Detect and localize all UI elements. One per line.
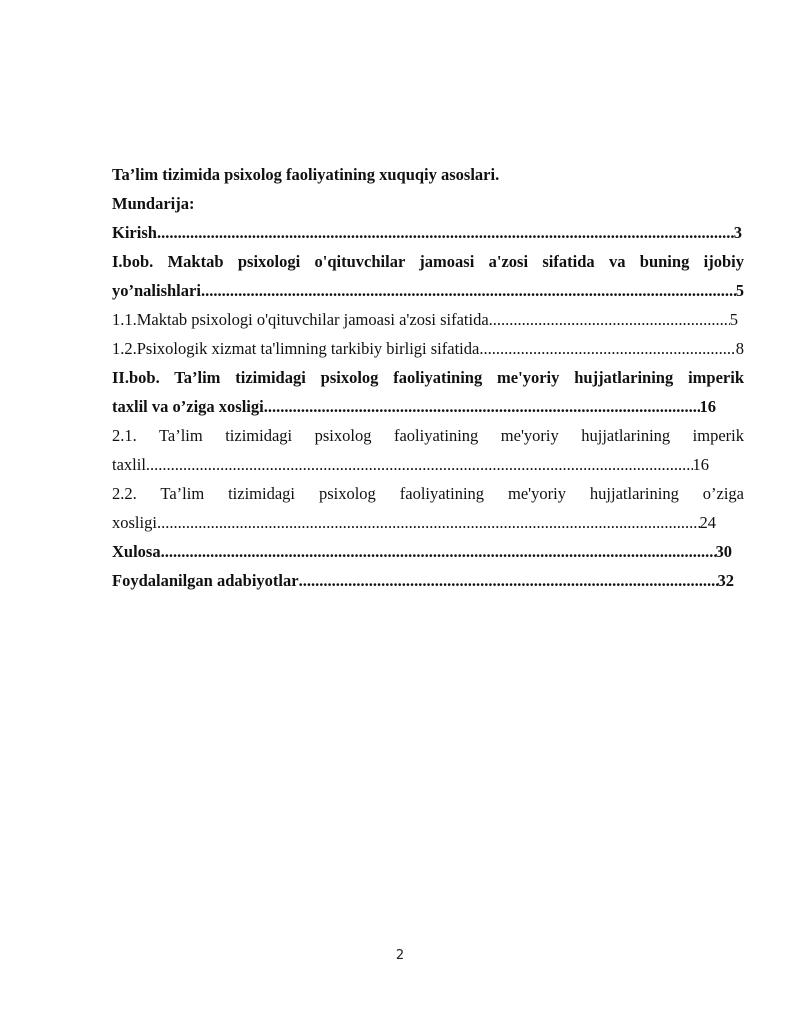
toc-entry-section-2-2-line1: 2.2. Ta’lim tizimidagi psixolog faoliyatining me'yoriy hujjatlarining o’ziga	[112, 484, 744, 503]
contents-heading: Mundarija:	[112, 194, 195, 213]
toc-leader-dots	[157, 218, 734, 247]
toc-leader-dots	[201, 276, 736, 305]
toc-leader-dots	[146, 450, 693, 479]
page-number: 2	[395, 948, 405, 963]
document-title: Ta’lim tizimida psixolog faoliyatining xuquqiy asoslari.	[112, 165, 500, 184]
toc-entry-text: Kirish	[112, 223, 157, 242]
toc-entry-text: taxlil	[112, 455, 146, 474]
toc-leader-dots	[264, 392, 700, 421]
toc-entry-section-1-1	[112, 305, 738, 334]
toc-entry-section-1-2	[112, 334, 744, 363]
toc-page-number: 8	[735, 339, 744, 358]
toc-page-number: 16	[699, 397, 716, 416]
toc-entry-section-2-1-line2	[112, 450, 709, 479]
toc-entry-text: taxlil va o’ziga xosligi	[112, 397, 264, 416]
toc-page-number: 3	[733, 223, 742, 242]
toc-entry-chapter-2-line1: II.bob. Ta’lim tizimidagi psixolog faoliyatining me'yoriy hujjatlarining imperik	[112, 368, 744, 387]
toc-entry-chapter-2-line2	[112, 392, 716, 421]
toc-leader-dots	[161, 537, 716, 566]
toc-page-number: 16	[692, 455, 709, 474]
toc-page-number: 24	[699, 513, 716, 532]
toc-entry-text: Xulosa	[112, 542, 161, 561]
toc-page-number: 30	[715, 542, 732, 561]
toc-entry-xulosa	[112, 537, 732, 566]
toc-page-number: 5	[729, 310, 738, 329]
toc-entry-section-2-2-line2	[112, 508, 716, 537]
toc-entry-references	[112, 566, 734, 595]
toc-leader-dots	[479, 334, 735, 363]
table-of-contents	[112, 160, 744, 595]
toc-entry-text: yo’nalishlari	[112, 281, 201, 300]
toc-leader-dots	[299, 566, 718, 595]
toc-page-number: 32	[717, 571, 734, 590]
toc-entry-section-2-1-line1: 2.1. Ta’lim tizimidagi psixolog faoliyatining me'yoriy hujjatlarining imperik	[112, 426, 744, 445]
toc-entry-text: 1.1.Maktab psixologi o'qituvchilar jamoasi a'zosi sifatida	[112, 310, 489, 329]
toc-page-number: 5	[735, 281, 744, 300]
toc-entry-kirish	[112, 218, 742, 247]
toc-entry-text: Foydalanilgan adabiyotlar	[112, 571, 299, 590]
toc-entry-text: 1.2.Psixologik xizmat ta'limning tarkibiy birligi sifatida	[112, 339, 480, 358]
toc-leader-dots	[489, 305, 730, 334]
toc-entry-text: xosligi	[112, 513, 157, 532]
toc-entry-chapter-1-line2	[112, 276, 744, 305]
toc-leader-dots	[157, 508, 700, 537]
toc-entry-chapter-1-line1: I.bob. Maktab psixologi o'qituvchilar jamoasi a'zosi sifatida va buning ijobiy	[112, 252, 744, 271]
